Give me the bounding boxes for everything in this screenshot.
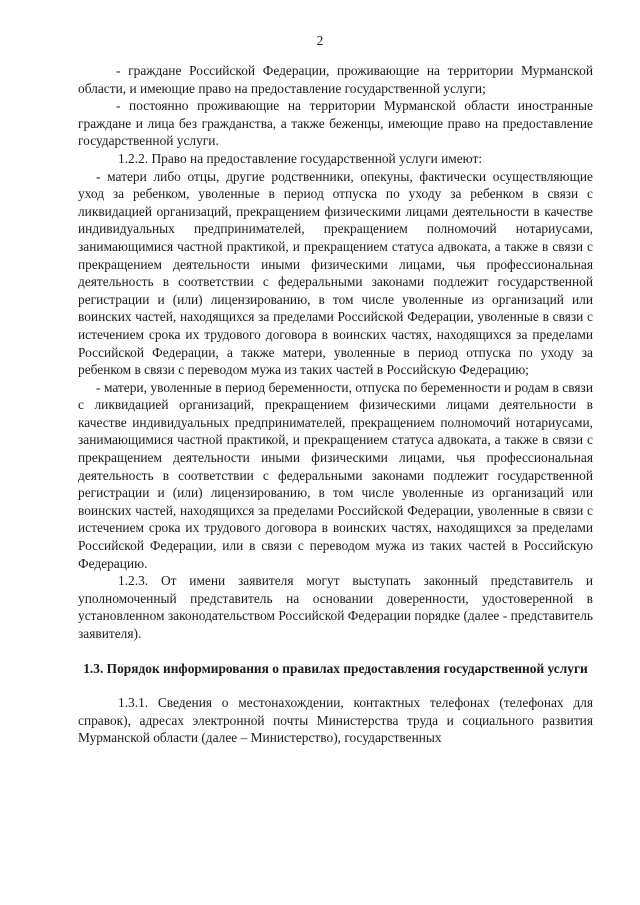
paragraph-parents: - матери либо отцы, другие родственники, опекуны, фактически осуществляющие уход за ребенком, уволенные в период отпуска по уходу за ребенком в связи с ликвидацией организаций, прекращением физическими лицами деятельности в качестве индивидуальных предпринимателей, прекращением полномочий нотариусами, занимающимися частной практикой, и прекращением статуса адвоката, а также в связи с прекращением деятельности иными физическими лицами, чья профессиональная деятельность в соответствии с федеральными законами подлежит государственной регистрации и (или) лицензированию, в том числе уволенные из организаций или воинских частей, находящихся за пределами Российской Федерации, уволенные в связи с истечением срока их трудового договора в воинских частях, находящихся за пределами Российской Федерации, а также матери, уволенные в период отпуска по уходу за ребенком в связи с переводом мужа из таких частей в Российскую Федерацию; <box>78 168 593 378</box>
paragraph-1-2-2: 1.2.2. Право на предоставление государственной услуги имеют: <box>118 150 483 166</box>
paragraph-foreigners: - постоянно проживающие на территории Мурманской области иностранные граждане и лица без гражданства, а также беженцы, имеющие право на предоставление государственной услуги. <box>78 98 593 149</box>
paragraph-mothers: - матери, уволенные в период беременности, отпуска по беременности и родам в связи с ликвидацией организаций, прекращением физическими лицами деятельности в качестве индивидуальных предпринимателей, прекращением полномочий нотариусами, занимающимися частной практикой, и прекращением статуса адвоката, а также в связи с прекращением деятельности иными физическими лицами, чья профессиональная деятельность в соответствии с федеральными законами подлежит государственной регистрации и (или) лицензированию, в том числе уволенные из организаций или воинских частей, находящихся за пределами Российской Федерации, уволенные в связи с истечением срока их трудового договора в воинских частях, находящихся за пределами Российской Федерации, или в связи с переводом мужа из таких частей в Российскую Федерацию. <box>78 379 593 571</box>
paragraph-citizens: - граждане Российской Федерации, проживающие на территории Мурманской области, и имеющие право на предоставление государственной услуги; <box>78 63 593 96</box>
paragraph-1-2-3: 1.2.3. От имени заявителя могут выступать законный представитель и уполномоченный представитель на основании доверенности, удостоверенной в установленном законодательством Российской Федерации порядке (далее - представитель заявителя). <box>78 573 593 641</box>
paragraph-1-3-1: 1.3.1. Сведения о местонахождении, контактных телефонах (телефонах для справок), адресах электронной почты Министерства труда и социального развития Мурманской области (далее – Министерство), государственных <box>78 695 593 746</box>
section-heading: 1.3. Порядок информирования о правилах предоставления государственной услуги <box>83 660 588 676</box>
page-number: 2 <box>316 33 324 48</box>
document-body <box>78 62 593 747</box>
